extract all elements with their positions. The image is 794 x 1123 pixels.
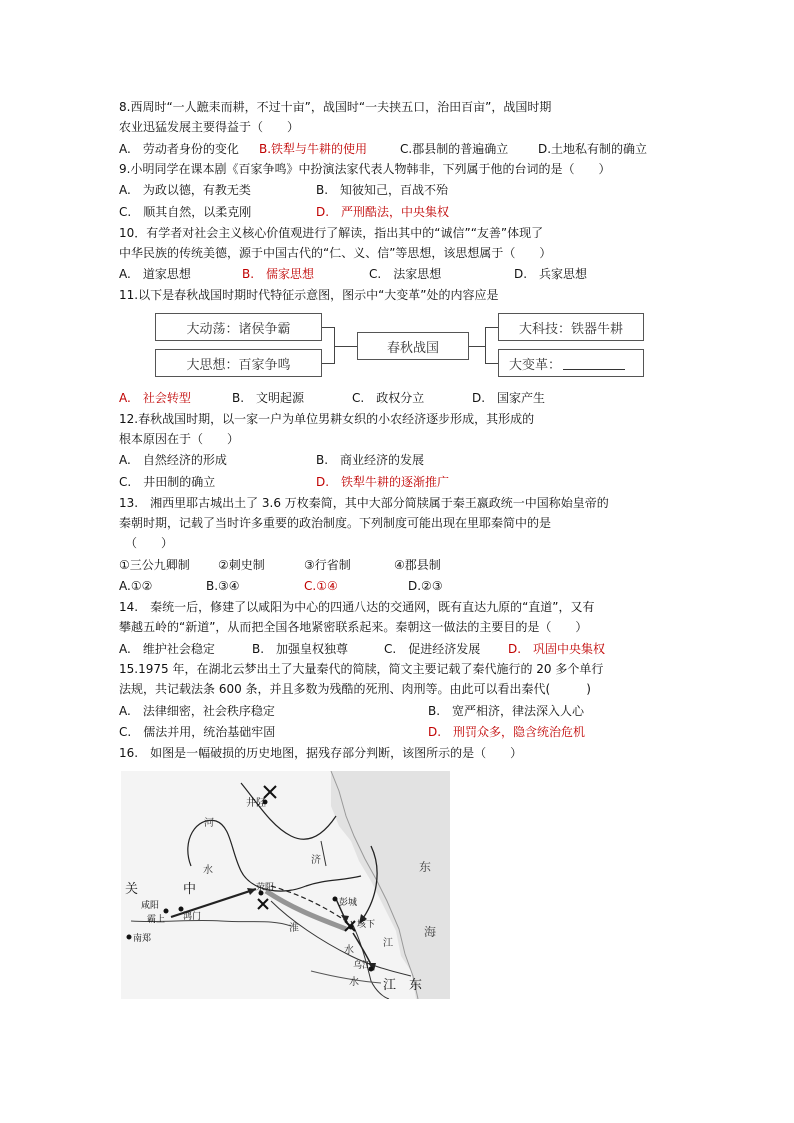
map-label-nanzheng: 南郑 [133,934,152,944]
q15-stem-line2: 法规，共记载法条 600 条，并且多数为残酷的死刑、肉刑等。由此可以看出秦代( ) [119,682,591,696]
q8-stem-line1: 8.西周时“一人蹠耒而耕，不过十亩”，战国时“一夫挟五口，治田百亩”，战国时期 [119,100,552,114]
map-label-xianyang: 咸阳 [141,901,160,911]
q13-item-3: ③行省制 [304,558,351,572]
q13-option-a: A.①② [119,579,153,593]
q14-option-b: B. 加强皇权独尊 [252,642,349,656]
q9-option-a: A. 为政以德，有教无类 [119,183,251,197]
q8-option-b: B.铁犁与牛耕的使用 [259,142,368,156]
q8-option-c: C.郡县制的普遍确立 [400,142,509,156]
diagram-connector [485,363,498,364]
q10-stem-line1: 10．有学者对社会主义核心价值观进行了解读，指出其中的“诚信”“友善”体现了 [119,226,544,240]
q14-stem-line2: 攀越五岭的“新道”，从而把全国各地紧密联系起来。秦朝这一做法的主要目的是（ ） [119,620,588,634]
diagram-box-left-top: 大动荡：诸侯争霸 [155,313,322,341]
q12-stem-line1: 12.春秋战国时期，以一家一户为单位男耕女织的小农经济逐步形成，其形成的 [119,412,535,426]
q13-item-1: ①三公九卿制 [119,558,190,572]
q13-stem-line1: 13. 湘西里耶古城出土了 3.6 万枚秦简，其中大部分简牍属于秦王嬴政统一中国称始皇帝的 [119,496,609,510]
city-dot-nanzheng [127,935,132,940]
q8-option-d: D.土地私有制的确立 [538,142,648,156]
map-label-shui-2: 水 [344,945,354,956]
q14-stem-line1: 14. 秦统一后，修建了以咸阳为中心的四通八达的交通网，既有直达九原的“直道”，又有 [119,600,595,614]
diagram-box-right-top: 大科技：铁器牛耕 [498,313,644,341]
q10-option-b: B. 儒家思想 [242,267,315,281]
q8-option-a: A. 劳动者身份的变化 [119,142,239,156]
q8-stem-line2: 农业迅猛发展主要得益于（ ） [119,120,300,134]
q12-option-a: A. 自然经济的形成 [119,453,227,467]
map-label-jiangdong: 江 东 [383,978,423,993]
q14-option-a: A. 维护社会稳定 [119,642,215,656]
diagram-connector [469,346,485,347]
map-label-dong: 东 [419,860,432,874]
q9-option-d: D. 严刑酷法，中央集权 [316,205,450,219]
q11-option-c: C. 政权分立 [352,391,425,405]
q13-stem-line3: （ ） [119,536,174,550]
q14-option-c: C. 促进经济发展 [384,642,481,656]
map-label-shui-1: 水 [203,865,213,876]
q13-option-c: C.①④ [304,579,338,593]
q15-option-d: D. 刑罚众多，隐含统治危机 [428,725,586,739]
map-label-wujiang: 乌江 [353,961,372,971]
q15-option-c: C. 儒法并用，统治基础牢固 [119,725,276,739]
q10-option-a: A. 道家思想 [119,267,191,281]
q11-stem: 11.以下是春秋战国时期时代特征示意图，图示中“大变革”处的内容应是 [119,288,499,302]
map-label-gaixia: 垓下 [357,920,376,930]
q12-stem-line2: 根本原因在于（ ） [119,432,240,446]
map-label-jiang: 江 [383,938,393,949]
city-dot-gaixia [349,925,354,930]
q12-option-c: C. 井田制的确立 [119,475,216,489]
city-dot-xianyang [164,909,169,914]
map-label-hongmen: 鸿门 [183,912,202,922]
diagram-connector [322,327,334,328]
q15-option-b: B. 宽严相济，律法深入人心 [428,704,585,718]
q9-option-c: C. 顺其自然，以柔克刚 [119,205,252,219]
q13-item-4: ④郡县制 [394,558,441,572]
map-label-jingxing: 井陉 [246,798,266,809]
map-label-huai: 淮 [289,923,299,934]
q12-option-d: D. 铁犁牛耕的逐渐推广 [316,475,450,489]
city-dot-hongmen [179,907,184,912]
q12-option-b: B. 商业经济的发展 [316,453,425,467]
q9-option-b: B. 知彼知己，百战不殆 [316,183,449,197]
q13-item-2: ②刺史制 [218,558,265,572]
q10-option-d: D. 兵家思想 [514,267,588,281]
diagram-connector [322,363,334,364]
q11-option-b: B. 文明起源 [232,391,305,405]
q13-option-d: D.②③ [408,579,443,593]
diagram-connector [485,327,486,364]
historical-map [121,771,450,999]
q13-option-b: B.③④ [206,579,240,593]
map-label-xingyang: 荥阳 [256,883,275,893]
city-dot-pengcheng [333,897,338,902]
q10-option-c: C. 法家思想 [369,267,442,281]
q10-stem-line2: 中华民族的传统美德，源于中国古代的“仁、义、信”等思想，该思想属于（ ） [119,246,552,260]
diagram-box-center: 春秋战国 [357,332,469,360]
diagram-connector [485,327,498,328]
map-label-hai: 海 [424,925,437,939]
q15-option-a: A. 法律细密，社会秩序稳定 [119,704,275,718]
q9-stem: 9.小明同学在课本剧《百家争鸣》中扮演法家代表人物韩非，下列属于他的台词的是（ ） [119,162,611,176]
q11-option-d: D. 国家产生 [472,391,546,405]
diagram-right-bottom-label: 大变革： [509,357,562,373]
q15-stem-line1: 15.1975 年，在湖北云梦出土了大量秦代的简牍，简文主要记载了秦代施行的 20 多个单行 [119,662,604,676]
map-label-pengcheng: 彭城 [339,898,358,908]
diagram-blank [563,357,625,370]
diagram-connector [334,346,357,347]
diagram-box-right-bottom [498,349,644,377]
q13-stem-line2: 秦朝时期，记载了当时许多重要的政治制度。下列制度可能出现在里耶秦简中的是 [119,516,552,530]
q14-option-d: D. 巩固中央集权 [508,642,606,656]
map-label-guan: 关 [125,882,139,897]
q16-stem: 16. 如图是一幅破损的历史地图，据残存部分判断，该图所示的是（ ） [119,746,523,760]
map-label-he: 河 [204,818,214,829]
map-label-bashang: 霸上 [147,915,166,925]
map-label-ji: 济 [311,855,321,866]
map-label-shui-3: 水 [349,977,359,988]
q11-option-a: A. 社会转型 [119,391,191,405]
diagram-box-left-bottom: 大思想：百家争鸣 [155,349,322,377]
map-label-zhong: 中 [183,882,197,897]
